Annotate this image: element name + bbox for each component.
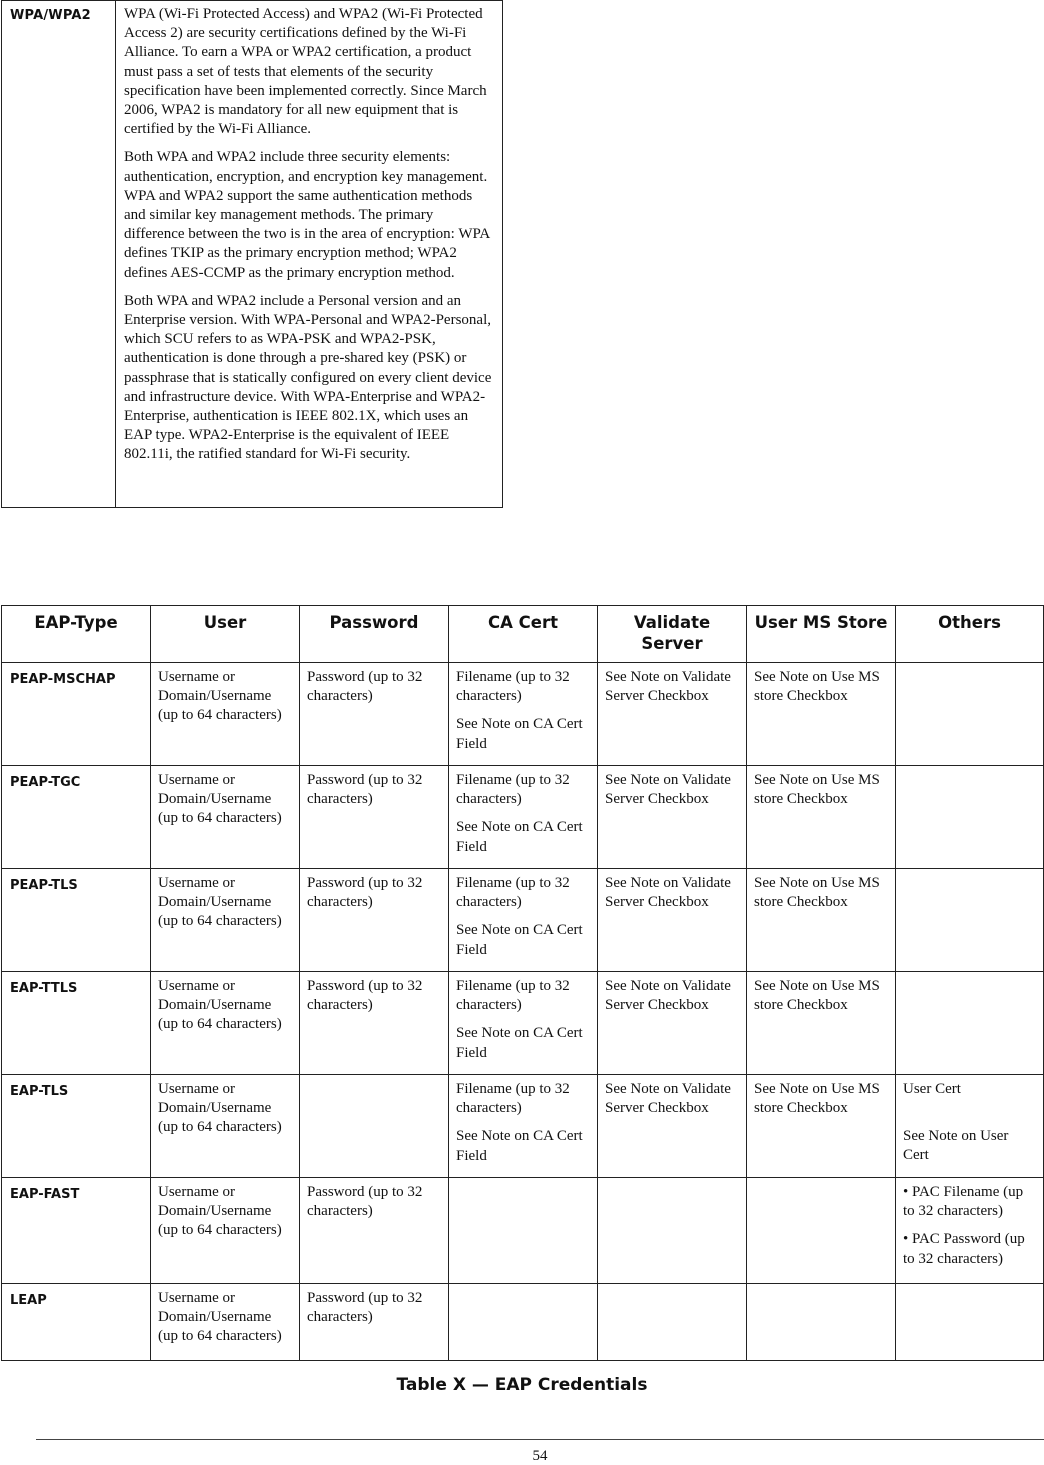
column-header-others: Others xyxy=(896,606,1044,663)
table-row xyxy=(2,766,1044,869)
cell-ca-cert xyxy=(449,1284,598,1361)
definition-body xyxy=(116,1,502,507)
cell-ca-cert xyxy=(449,1178,598,1284)
table-body xyxy=(2,663,1044,1361)
cell-validate-server: See Note on Validate Server Checkbox xyxy=(598,869,747,972)
definition-term: WPA/WPA2 xyxy=(2,1,116,507)
cell-others xyxy=(896,972,1044,1075)
cell-ca-cert-line: Filename (up to 32 characters) xyxy=(456,875,570,911)
cell-eap-type: EAP-TTLS xyxy=(2,972,151,1075)
cell-password: Password (up to 32 characters) xyxy=(300,972,449,1075)
table-caption: Table X — EAP Credentials xyxy=(396,1375,648,1395)
cell-others xyxy=(896,1178,1044,1284)
cell-eap-type: PEAP-TLS xyxy=(2,869,151,972)
cell-user: Username or Domain/Username (up to 64 characters) xyxy=(151,766,300,869)
eap-credentials-table xyxy=(1,605,1044,1361)
cell-ca-cert-line: See Note on CA Cert Field xyxy=(456,1025,583,1061)
cell-ca-cert xyxy=(449,972,598,1075)
definition-table xyxy=(1,0,503,508)
cell-eap-type: EAP-FAST xyxy=(2,1178,151,1284)
table-row xyxy=(2,869,1044,972)
cell-ca-cert xyxy=(449,1075,598,1178)
column-header-eap-type: EAP-Type xyxy=(2,606,151,663)
cell-user-ms-store: See Note on Use MS store Checkbox xyxy=(747,663,896,766)
cell-ca-cert-line: See Note on CA Cert Field xyxy=(456,1128,583,1164)
cell-validate-server: See Note on Validate Server Checkbox xyxy=(598,766,747,869)
column-header-ca-cert: CA Cert xyxy=(449,606,598,663)
definition-paragraph: Both WPA and WPA2 include three security elements: authentication, encryption, and encryption key management. WPA and WPA2 support the same authentication methods and similar key management methods. The primary difference between the two is in the area of encryption: WPA defines TKIP as the primary encryption method; WPA2 defines AES-CCMP as the primary encryption method. xyxy=(124,149,490,281)
cell-others xyxy=(896,1075,1044,1178)
cell-password: Password (up to 32 characters) xyxy=(300,869,449,972)
cell-others xyxy=(896,766,1044,869)
cell-ca-cert-line: Filename (up to 32 characters) xyxy=(456,669,570,705)
table-row xyxy=(2,1178,1044,1284)
column-header-validate-server: Validate Server xyxy=(598,606,747,663)
cell-ca-cert-line: See Note on CA Cert Field xyxy=(456,819,583,855)
cell-password: Password (up to 32 characters) xyxy=(300,1178,449,1284)
cell-ca-cert-line: Filename (up to 32 characters) xyxy=(456,978,570,1014)
page-number: 54 xyxy=(532,1448,548,1464)
cell-user: Username or Domain/Username (up to 64 characters) xyxy=(151,663,300,766)
cell-others xyxy=(896,1284,1044,1361)
table-row xyxy=(2,663,1044,766)
definition-paragraph: WPA (Wi-Fi Protected Access) and WPA2 (Wi-Fi Protected Access 2) are security certifications defined by the Wi-Fi Alliance. To earn a WPA or WPA2 certification, a product must pass a set of tests that elements of the security specification have been implemented correctly. Since March 2006, WPA2 is mandatory for all new equipment that is certified by the Wi-Fi Alliance. xyxy=(124,6,487,138)
definition-paragraph: Both WPA and WPA2 include a Personal version and an Enterprise version. With WPA-Personal and WPA2-Personal, which SCU refers to as WPA-PSK and WPA2-PSK, authentication is done through a pre-shared key (PSK) or passphrase that is statically configured on every client device and infrastructure device. With WPA-Enterprise and WPA2-Enterprise, authentication is IEEE 802.1X, which uses an EAP type. WPA2-Enterprise is the equivalent of IEEE 802.11i, the ratified standard for Wi-Fi security. xyxy=(124,292,492,463)
cell-user-ms-store: See Note on Use MS store Checkbox xyxy=(747,972,896,1075)
cell-ca-cert-line: See Note on CA Cert Field xyxy=(456,922,583,958)
cell-password xyxy=(300,1075,449,1178)
cell-others-line: User Cert xyxy=(903,1081,961,1097)
cell-others-line: • PAC Filename (up to 32 characters) xyxy=(903,1184,1024,1220)
cell-user-ms-store xyxy=(747,1178,896,1284)
cell-validate-server xyxy=(598,1178,747,1284)
column-header-user-ms-store: User MS Store xyxy=(747,606,896,663)
cell-eap-type: LEAP xyxy=(2,1284,151,1361)
cell-validate-server: See Note on Validate Server Checkbox xyxy=(598,1075,747,1178)
cell-eap-type: EAP-TLS xyxy=(2,1075,151,1178)
cell-user-ms-store: See Note on Use MS store Checkbox xyxy=(747,766,896,869)
cell-others xyxy=(896,663,1044,766)
cell-others-line: See Note on User Cert xyxy=(903,1128,1009,1164)
cell-ca-cert-line: See Note on CA Cert Field xyxy=(456,716,583,752)
cell-others-line: • PAC Password (up to 32 characters) xyxy=(903,1231,1025,1267)
cell-eap-type: PEAP-TGC xyxy=(2,766,151,869)
column-header-user: User xyxy=(151,606,300,663)
cell-ca-cert-line: Filename (up to 32 characters) xyxy=(456,1081,570,1117)
cell-validate-server xyxy=(598,1284,747,1361)
cell-user: Username or Domain/Username (up to 64 characters) xyxy=(151,1075,300,1178)
cell-password: Password (up to 32 characters) xyxy=(300,766,449,869)
cell-ca-cert xyxy=(449,663,598,766)
cell-ca-cert xyxy=(449,869,598,972)
cell-password: Password (up to 32 characters) xyxy=(300,1284,449,1361)
cell-user-ms-store: See Note on Use MS store Checkbox xyxy=(747,869,896,972)
cell-user: Username or Domain/Username (up to 64 characters) xyxy=(151,972,300,1075)
cell-validate-server: See Note on Validate Server Checkbox xyxy=(598,663,747,766)
table-row xyxy=(2,972,1044,1075)
cell-ca-cert xyxy=(449,766,598,869)
table-row xyxy=(2,1284,1044,1361)
table-header-row xyxy=(2,606,1044,663)
cell-user-ms-store: See Note on Use MS store Checkbox xyxy=(747,1075,896,1178)
cell-ca-cert-line: Filename (up to 32 characters) xyxy=(456,772,570,808)
cell-password: Password (up to 32 characters) xyxy=(300,663,449,766)
cell-user: Username or Domain/Username (up to 64 characters) xyxy=(151,1178,300,1284)
cell-others xyxy=(896,869,1044,972)
column-header-password: Password xyxy=(300,606,449,663)
cell-user: Username or Domain/Username (up to 64 characters) xyxy=(151,869,300,972)
cell-user-ms-store xyxy=(747,1284,896,1361)
table-row xyxy=(2,1075,1044,1178)
cell-eap-type: PEAP-MSCHAP xyxy=(2,663,151,766)
cell-user: Username or Domain/Username (up to 64 characters) xyxy=(151,1284,300,1361)
cell-validate-server: See Note on Validate Server Checkbox xyxy=(598,972,747,1075)
footer-divider xyxy=(36,1439,1044,1440)
